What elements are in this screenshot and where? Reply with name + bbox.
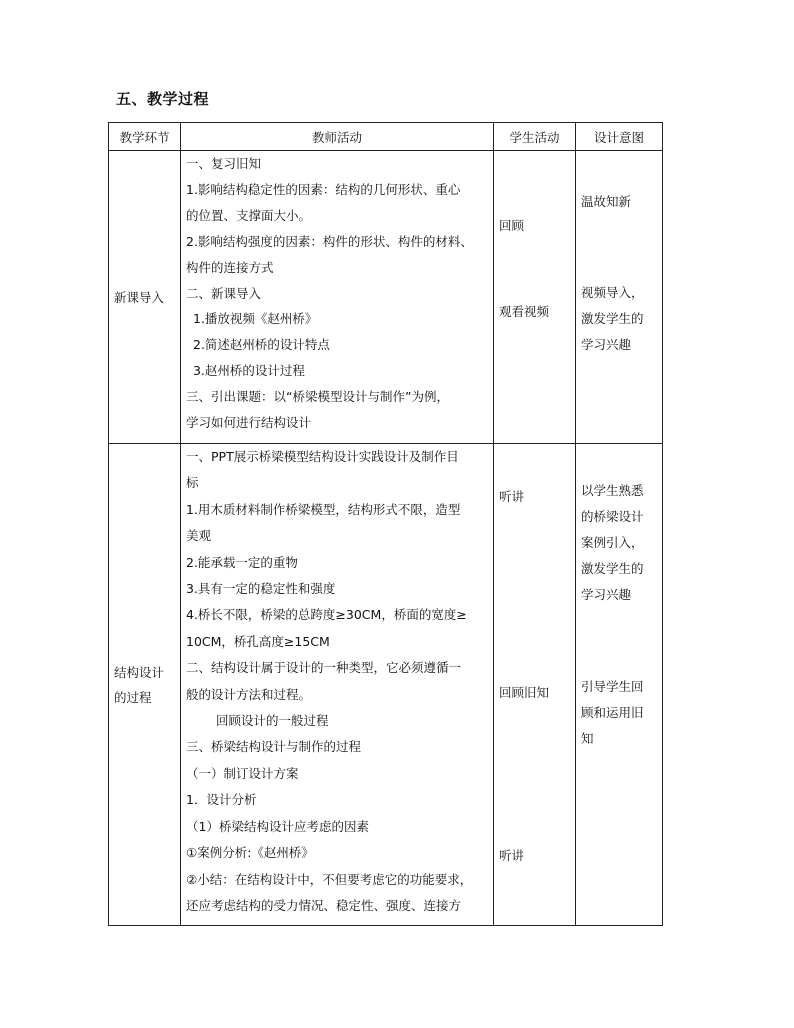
design-intent-cell <box>576 151 663 444</box>
teacher-line: 回顾设计的一般过程 <box>216 713 329 729</box>
stage-name: 的过程 <box>114 689 152 705</box>
teacher-line: 二、新课导入 <box>186 285 262 301</box>
teacher-activity-cell <box>181 444 494 926</box>
teacher-line: 1.用木质材料制作桥梁模型，结构形式不限，造型 <box>186 501 461 517</box>
design-intent: 顾和运用旧 <box>581 705 644 720</box>
design-intent-cell <box>576 444 663 926</box>
teacher-line: 般的设计方法和过程。 <box>186 686 312 702</box>
section-title: 五、教学过程 <box>116 90 210 108</box>
design-intent: 激发学生的 <box>581 311 644 326</box>
teacher-line: 标 <box>186 475 199 491</box>
student-activity-cell <box>494 444 576 926</box>
teacher-line: 一、复习旧知 <box>186 156 262 171</box>
table-header-row <box>109 123 663 151</box>
teacher-line: 三、引出课题：以“桥梁模型设计与制作”为例， <box>186 389 449 405</box>
teacher-line: 4.桥长不限，桥梁的总跨度≥30CM，桥面的宽度≥ <box>186 607 467 623</box>
teacher-line: 一、PPT展示桥梁模型结构设计实践设计及制作目 <box>186 449 459 464</box>
teacher-line: ②小结：在结构设计中，不但要考虑它的功能要求， <box>186 871 473 887</box>
teaching-process-table <box>108 122 663 926</box>
header-stage: 教学环节 <box>109 123 181 151</box>
teacher-line: （一）制订设计方案 <box>186 765 299 781</box>
student-activity: 听讲 <box>499 848 525 863</box>
stage-name: 结构设计 <box>114 664 165 680</box>
design-intent: 学习兴趣 <box>581 337 632 352</box>
stage-cell <box>109 151 181 444</box>
teacher-activity-cell <box>181 151 494 444</box>
header-teacher-activity: 教师活动 <box>181 123 494 151</box>
teacher-line: 构件的连接方式 <box>186 259 274 275</box>
teacher-line: 学习如何进行结构设计 <box>186 415 312 431</box>
teacher-line: 1.播放视频《赵州桥》 <box>193 311 318 327</box>
teacher-line: 3.具有一定的稳定性和强度 <box>186 581 336 597</box>
teacher-line: 的位置、支撑面大小。 <box>186 207 312 223</box>
design-intent: 引导学生回 <box>581 679 644 694</box>
design-intent: 案例引入， <box>581 535 644 550</box>
design-intent: 视频导入， <box>581 285 644 300</box>
stage-cell <box>109 444 181 926</box>
teacher-line: 2.简述赵州桥的设计特点 <box>193 337 330 353</box>
teacher-line: （1）桥梁结构设计应考虑的因素 <box>186 818 369 834</box>
design-intent: 温故知新 <box>581 194 632 209</box>
teacher-line: 2.能承载一定的重物 <box>186 554 298 570</box>
design-intent: 以学生熟悉 <box>581 483 644 498</box>
stage-name: 新课导入 <box>114 289 165 305</box>
header-student-activity: 学生活动 <box>494 123 576 151</box>
teacher-line: 10CM，桥孔高度≥15CM <box>186 633 330 649</box>
teacher-line: 1．设计分析 <box>186 792 257 808</box>
teacher-line: ①案例分析:《赵州桥》 <box>186 845 314 861</box>
design-intent: 激发学生的 <box>581 561 644 576</box>
teacher-line: 美观 <box>186 528 212 544</box>
table-row <box>109 444 663 926</box>
teacher-line: 还应考虑结构的受力情况、稳定性、强度、连接方 <box>186 897 462 913</box>
teacher-line: 二、结构设计属于设计的一种类型，它必须遵循一 <box>186 660 462 676</box>
design-intent: 学习兴趣 <box>581 587 632 602</box>
header-design-intent: 设计意图 <box>576 123 663 151</box>
student-activity: 回顾 <box>499 218 525 233</box>
teacher-line: 1.影响结构稳定性的因素：结构的几何形状、重心 <box>186 181 461 197</box>
table-row <box>109 151 663 444</box>
student-activity: 回顾旧知 <box>499 685 550 700</box>
design-intent: 知 <box>581 731 594 746</box>
student-activity: 观看视频 <box>499 304 550 319</box>
teacher-line: 2.影响结构强度的因素：构件的形状、构件的材料、 <box>186 233 473 249</box>
design-intent: 的桥梁设计 <box>581 509 644 524</box>
teacher-line: 三、桥梁结构设计与制作的过程 <box>186 739 362 755</box>
student-activity: 听讲 <box>499 489 525 504</box>
teacher-line: 3.赵州桥的设计过程 <box>193 363 305 379</box>
student-activity-cell <box>494 151 576 444</box>
